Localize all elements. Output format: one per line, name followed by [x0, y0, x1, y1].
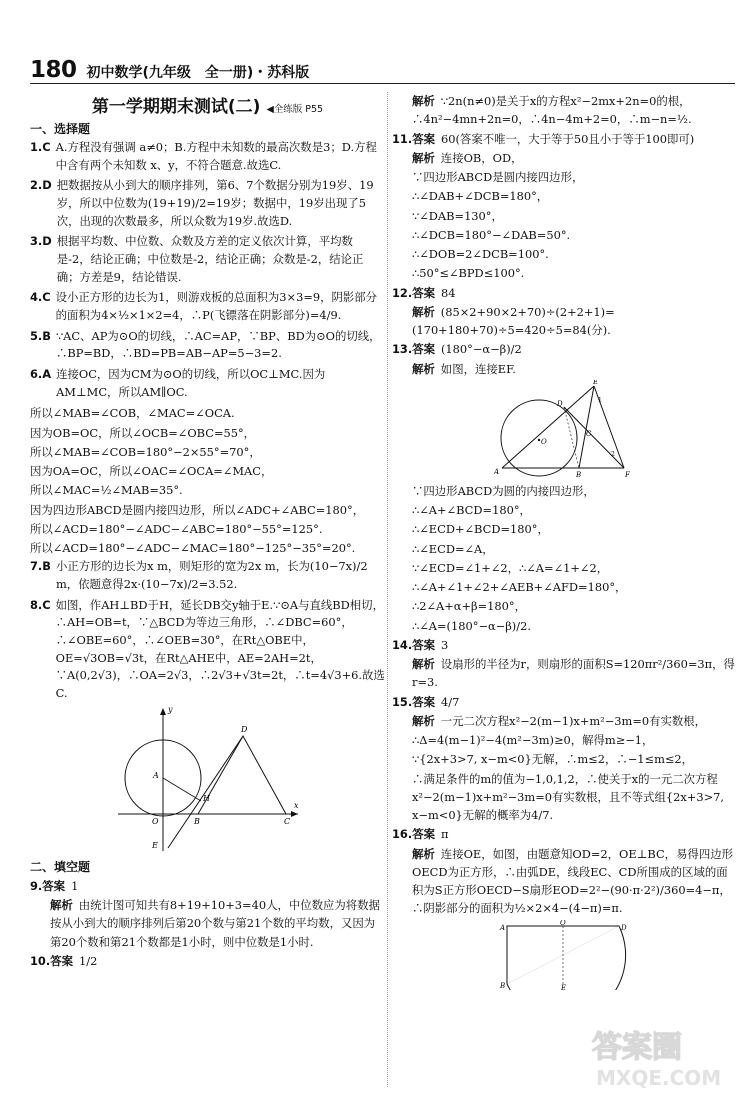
question-number: 5.B — [30, 328, 51, 343]
answer-label: 答案 — [42, 878, 66, 893]
question-13-answer — [392, 340, 735, 358]
svg-text:F: F — [624, 470, 630, 479]
step-line: ∴2∠A+α+β=180°， — [412, 599, 527, 614]
question-text: 根据平均数、中位数、众数及方差的定义依次计算，平均数是-2，结论正确；中位数是-2，结论正确；众数是-2，结论正确；方差是9，结论错误. — [56, 234, 364, 284]
question-14-answer — [392, 636, 735, 654]
analysis-text: (85×2+90×2+70)÷(2+2+1)=(170+180+70)÷5=420÷5=84(分). — [412, 304, 615, 337]
step-line: ∴∠A+∠1+∠2+∠AEB+∠AFD=180°， — [412, 580, 627, 594]
answer-value: 1 — [71, 878, 79, 893]
step-line: ∴满足条件的m的值为−1,0,1,2，∴使关于x的一元二次方程x²−2(m−1)x+m²−3m=0有实数根，且不等式组{2x+3>7, x−m<0}无解的概率为4/7. — [412, 771, 725, 822]
svg-text:x: x — [293, 800, 299, 810]
analysis-label: 解析 — [412, 846, 435, 861]
question-13-analysis — [392, 360, 735, 378]
question-13-steps — [392, 482, 735, 635]
question-14-analysis — [392, 655, 735, 692]
step-line: 所以∠MAB=∠COB，∠MAC=∠OCA. — [30, 406, 235, 421]
analysis-text: 如图，连接EF. — [440, 361, 516, 376]
book-title: 初中数学(九年级 全一册)・苏科版 — [86, 65, 310, 81]
question-16-analysis — [392, 845, 735, 918]
question-2 — [30, 177, 385, 230]
step-line: ∴∠DOB=2∠DCB=100°. — [412, 247, 549, 261]
analysis-text: 连接OE，如图，由题意知OD=2，OE⊥BC，易得四边形OECD为正方形，∴由弧DE，线段EC、CD所围成的区域的面积为S正方形OECD−S扇形EOD=2²−(90·π·2²)/360=4−π，∴阴影部分的面积为½×2×4−(4−π)=π. — [412, 846, 734, 916]
step-line: ∵∠DAB=130°， — [412, 208, 503, 223]
svg-text:E: E — [560, 983, 566, 990]
svg-text:C: C — [585, 429, 591, 438]
test-title-row — [30, 92, 385, 117]
right-column — [392, 92, 735, 992]
question-11-answer — [392, 130, 735, 148]
analysis-label: 解析 — [412, 361, 435, 376]
step-line: ∴∠ECD+∠BCD=180°， — [412, 522, 549, 537]
question-number: 11. — [392, 131, 413, 146]
question-number: 2.D — [30, 178, 52, 193]
answer-label: 答案 — [412, 285, 435, 300]
svg-text:A: A — [493, 467, 499, 476]
figure-q13-inscribed-quadrilateral — [494, 380, 634, 480]
svg-text:D: D — [240, 724, 247, 734]
left-column — [30, 92, 385, 971]
answer-label: 答案 — [412, 637, 435, 652]
svg-text:B: B — [499, 981, 505, 990]
question-number: 14. — [392, 637, 413, 652]
svg-text:A: A — [499, 923, 505, 932]
step-line: ∴Δ=4(m−1)²−4(m²−3m)≥0，解得m≥−1， — [412, 733, 654, 747]
question-12-answer — [392, 284, 735, 302]
section-choice: 一、选择题 — [30, 122, 91, 136]
step-line: 因为OA=OC，所以∠OAC=∠OCA=∠MAC， — [30, 464, 273, 479]
answer-label: 答案 — [412, 342, 435, 357]
question-number: 7.B — [30, 559, 51, 574]
svg-text:C: C — [283, 816, 290, 826]
analysis-label: 解析 — [412, 304, 435, 319]
svg-text:D: D — [620, 923, 627, 932]
question-number: 13. — [392, 342, 413, 357]
analysis-text: 一元二次方程x²−2(m−1)x+m²−3m=0有实数根， — [440, 713, 707, 728]
step-line: ∴50°≤∠BPD≤100°. — [412, 266, 525, 281]
test-title: 第一学期期末测试(二) — [91, 97, 261, 117]
step-line — [412, 149, 735, 167]
question-1 — [30, 139, 385, 174]
question-10-answer — [30, 952, 385, 970]
watermark-logo — [582, 1021, 732, 1093]
svg-text:B: B — [193, 816, 200, 826]
question-number: 10. — [30, 953, 51, 968]
section-fill: 二、填空题 — [30, 859, 91, 874]
question-number: 6.A — [30, 367, 52, 382]
question-5 — [30, 328, 385, 363]
question-text: 设小正方形的边长为1，则游戏板的总面积为3×3=9，阴影部分的面积为4×½×1×2=4，∴P(飞镖落在阴影部分)=4/9. — [55, 290, 378, 323]
question-6 — [30, 366, 385, 401]
answer-value: 3 — [440, 637, 449, 652]
analysis-label: 解析 — [412, 713, 435, 728]
step-line: ∵四边形ABCD为圆的内接四边形， — [412, 483, 595, 498]
question-12-analysis — [392, 303, 735, 340]
svg-text:O: O — [151, 816, 159, 826]
question-text: 如图，作AH⊥BD于H，延长DB交y轴于E.∵⊙A与直线BD相切，∴AH=OB=t，∵△BCD为等边三角形，∴∠DBC=60°，∴∠OBE=60°，∴∠OEB=30°，在Rt△OBE中，OE=√3OB=√3t，在Rt△AHE中，AE=2AH=2t，∵A(0,2√3)，∴OA=2√3，∴2√3+√3t=2t，∴t=4√3+6.故选C. — [55, 597, 385, 701]
step-line: 因为OB=OC，所以∠OCB=∠OBC=55°， — [30, 425, 256, 440]
analysis-text: 由统计图可知共有8+19+10+3=40人，中位数应为将数据按从小到大的顺序排列后第20个数与第21个数的平均数，又因为第20个数和第21个数都是1小时，则中位数是1小时. — [50, 898, 380, 949]
step-line — [412, 712, 735, 730]
question-6-steps — [30, 404, 385, 557]
analysis-label: 解析 — [412, 150, 435, 165]
step-line: 所以∠MAB=∠COB=180°−2×55°=70°， — [30, 444, 261, 459]
analysis-label: 解析 — [50, 898, 73, 913]
answer-label: 答案 — [412, 694, 435, 709]
svg-text:A: A — [152, 770, 159, 780]
question-number: 8.C — [30, 597, 51, 612]
step-line: ∴∠A=(180°−α−β)/2. — [412, 618, 531, 633]
step-line: ∵{2x+3>7, x−m<0}无解，∴m≤2，∴−1≤m≤2， — [412, 752, 694, 767]
question-number: 15. — [392, 694, 413, 709]
question-16-answer — [392, 825, 735, 843]
question-number: 12. — [392, 285, 413, 300]
step-line: ∴∠ECD=∠A， — [412, 541, 494, 556]
svg-text:O: O — [559, 919, 566, 927]
svg-text:D: D — [556, 399, 563, 408]
answer-label: 答案 — [50, 953, 73, 968]
page-header — [30, 57, 735, 84]
svg-text:1: 1 — [597, 396, 602, 404]
question-text: 小正方形的边长为x m，则矩形的宽为2x m，长为(10−7x)/2 m，依题意得2x·(10−7x)/2=3.52. — [55, 559, 368, 592]
question-number: 9. — [30, 878, 43, 893]
question-10-analysis — [392, 92, 735, 129]
figure-q16-shaded-region — [499, 920, 629, 990]
question-9-answer — [30, 877, 385, 895]
svg-text:H: H — [202, 793, 210, 803]
figure-q8-circle-triangle — [108, 706, 308, 856]
svg-text:O: O — [540, 437, 547, 446]
watermark-text: 答案圈 — [592, 1030, 682, 1065]
svg-text:2: 2 — [610, 450, 615, 458]
question-number: 16. — [392, 827, 413, 842]
question-number: 4.C — [30, 290, 51, 305]
question-4 — [30, 289, 385, 324]
step-line: ∴∠DAB+∠DCB=180°， — [412, 189, 549, 204]
question-text: 连接OC，因为CM为⊙O的切线，所以OC⊥MC.因为AM⊥MC，所以AM∥OC. — [56, 367, 326, 399]
step-line: ∵四边形ABCD是圆内接四边形， — [412, 170, 584, 184]
watermark-url: MXQE.COM — [596, 1066, 722, 1090]
answer-value: (180°−α−β)/2 — [440, 342, 522, 357]
question-text: ∵AC、AP为⊙O的切线，∴AC=AP，∵BP、BD为⊙O的切线，∴BP=BD，∴BD=PB=AB−AP=5−3=2. — [55, 328, 381, 361]
answer-value: 84 — [440, 285, 456, 300]
answer-value: π — [440, 827, 449, 842]
analysis-label: 解析 — [412, 657, 435, 671]
svg-text:y: y — [167, 705, 173, 714]
question-number: 3.D — [30, 234, 52, 249]
analysis-label: 解析 — [412, 94, 435, 108]
analysis-text: ∵2n(n≠0)是关于x的方程x²−2mx+2n=0的根，∴4n²−4mn+2n=0，∴4n−4m+2=0，∴m−n=½. — [412, 94, 692, 127]
answer-label: 答案 — [412, 827, 435, 842]
page-number: 180 — [30, 57, 77, 83]
answer-value: 4/7 — [440, 694, 460, 709]
question-3 — [30, 233, 385, 286]
answer-value: 60(答案不唯一，大于等于50且小于等于100即可) — [440, 131, 695, 146]
question-8 — [30, 597, 385, 703]
column-divider — [387, 92, 388, 1087]
analysis-text: 设扇形的半径为r，则扇形的面积S=120πr²/360=3π，得r=3. — [412, 657, 735, 690]
question-15-answer — [392, 693, 735, 711]
svg-text:E: E — [592, 379, 598, 386]
question-15-analysis — [392, 712, 735, 825]
question-text: 把数据按从小到大的顺序排列，第6、7个数据分别为19岁、19岁，所以中位数为(19+19)/2=19岁；数据中，19岁出现了5次，出现的次数最多，所以众数为19岁.故选D. — [56, 178, 374, 228]
step-line: 因为四边形ABCD是圆内接四边形，所以∠ADC+∠ABC=180°， — [30, 502, 365, 517]
answer-value: 1/2 — [78, 953, 98, 968]
question-text: A.方程没有强调 a≠0；B.方程中未知数的最高次数是3；D.方程中含有两个未知数 x、y，不符合题意.故选C. — [55, 140, 377, 172]
question-number: 1.C — [30, 140, 51, 154]
analysis-text: 连接OB，OD， — [440, 150, 523, 165]
svg-text:E: E — [151, 840, 158, 850]
step-line: 所以∠ACD=180°−∠ADC−∠MAC=180°−125°−35°=20°. — [30, 541, 356, 556]
question-9-analysis — [30, 896, 385, 951]
step-line: ∴∠DCB=180°−∠DAB=50°. — [412, 227, 571, 242]
question-7 — [30, 558, 385, 593]
step-line: 所以∠ACD=180°−∠ADC−∠ABC=180°−55°=125°. — [30, 521, 323, 536]
svg-text:B: B — [575, 470, 581, 479]
answer-label: 答案 — [412, 131, 435, 146]
step-line: ∴∠A+∠BCD=180°， — [412, 503, 531, 517]
test-ref-link[interactable]: ◀全练版 P55 — [266, 104, 324, 115]
step-line: ∵∠ECD=∠1+∠2，∴∠A=∠1+∠2， — [412, 560, 609, 575]
question-11-analysis — [392, 149, 735, 283]
step-line: 所以∠MAC=½∠MAB=35°. — [30, 483, 183, 498]
